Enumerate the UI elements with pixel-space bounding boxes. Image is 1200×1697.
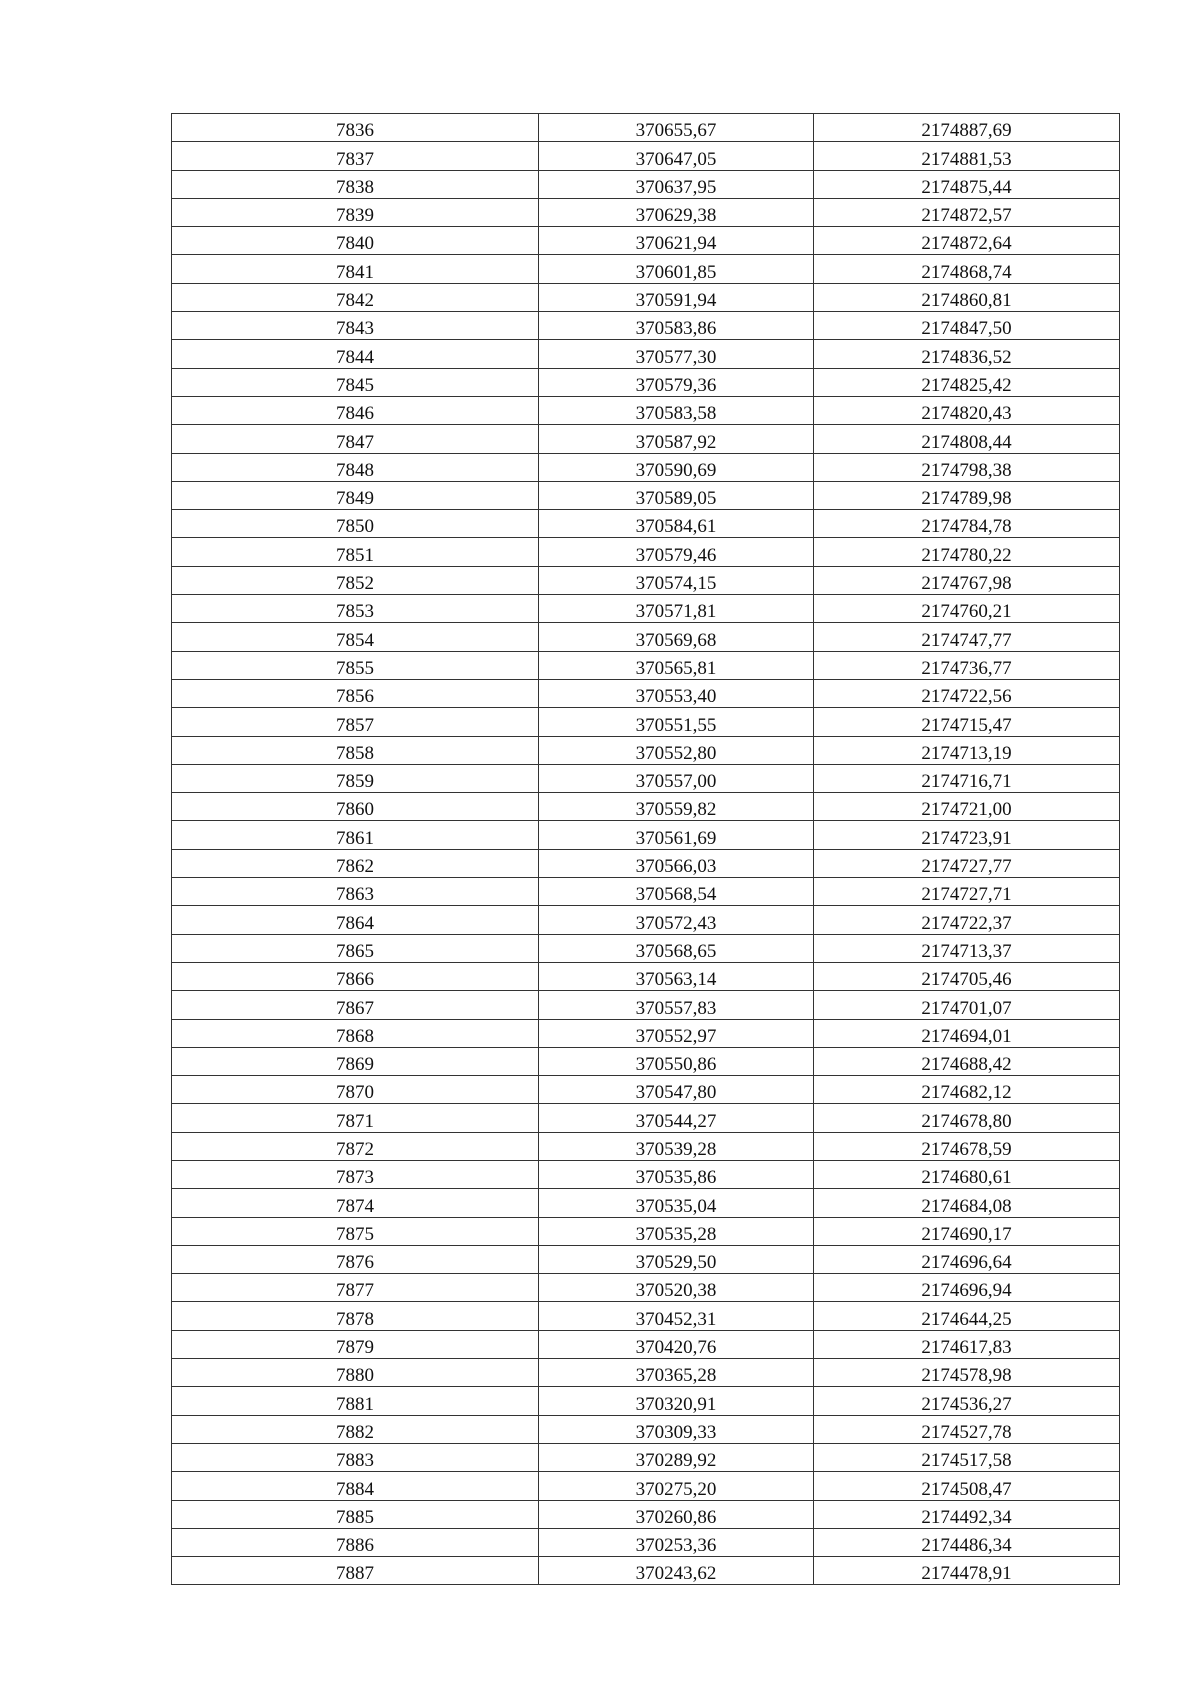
y-coordinate-cell: 2174508,47 xyxy=(814,1472,1120,1500)
table-row xyxy=(172,1076,1120,1104)
table-row xyxy=(172,736,1120,764)
coordinates-table-body xyxy=(172,114,1120,1585)
y-coordinate-cell: 2174723,91 xyxy=(814,821,1120,849)
y-coordinate-cell: 2174825,42 xyxy=(814,368,1120,396)
point-number-cell: 7855 xyxy=(172,651,539,679)
x-coordinate-cell: 370253,36 xyxy=(539,1528,814,1556)
x-coordinate-cell: 370309,33 xyxy=(539,1415,814,1443)
table-row xyxy=(172,1104,1120,1132)
table-row xyxy=(172,708,1120,736)
x-coordinate-cell: 370583,86 xyxy=(539,312,814,340)
y-coordinate-cell: 2174701,07 xyxy=(814,991,1120,1019)
table-row xyxy=(172,1359,1120,1387)
point-number-cell: 7879 xyxy=(172,1330,539,1358)
x-coordinate-cell: 370629,38 xyxy=(539,198,814,226)
point-number-cell: 7857 xyxy=(172,708,539,736)
point-number-cell: 7884 xyxy=(172,1472,539,1500)
x-coordinate-cell: 370571,81 xyxy=(539,595,814,623)
x-coordinate-cell: 370601,85 xyxy=(539,255,814,283)
y-coordinate-cell: 2174722,56 xyxy=(814,679,1120,707)
table-row xyxy=(172,340,1120,368)
point-number-cell: 7872 xyxy=(172,1132,539,1160)
x-coordinate-cell: 370591,94 xyxy=(539,283,814,311)
y-coordinate-cell: 2174887,69 xyxy=(814,114,1120,142)
x-coordinate-cell: 370320,91 xyxy=(539,1387,814,1415)
x-coordinate-cell: 370563,14 xyxy=(539,962,814,990)
point-number-cell: 7875 xyxy=(172,1217,539,1245)
table-row xyxy=(172,510,1120,538)
table-row xyxy=(172,1160,1120,1188)
point-number-cell: 7876 xyxy=(172,1245,539,1273)
point-number-cell: 7866 xyxy=(172,962,539,990)
point-number-cell: 7882 xyxy=(172,1415,539,1443)
x-coordinate-cell: 370243,62 xyxy=(539,1557,814,1585)
table-row xyxy=(172,623,1120,651)
table-row xyxy=(172,425,1120,453)
table-row xyxy=(172,679,1120,707)
x-coordinate-cell: 370574,15 xyxy=(539,566,814,594)
y-coordinate-cell: 2174860,81 xyxy=(814,283,1120,311)
point-number-cell: 7847 xyxy=(172,425,539,453)
x-coordinate-cell: 370572,43 xyxy=(539,906,814,934)
point-number-cell: 7860 xyxy=(172,793,539,821)
y-coordinate-cell: 2174716,71 xyxy=(814,764,1120,792)
y-coordinate-cell: 2174868,74 xyxy=(814,255,1120,283)
table-row xyxy=(172,368,1120,396)
x-coordinate-cell: 370655,67 xyxy=(539,114,814,142)
y-coordinate-cell: 2174536,27 xyxy=(814,1387,1120,1415)
x-coordinate-cell: 370583,58 xyxy=(539,396,814,424)
point-number-cell: 7880 xyxy=(172,1359,539,1387)
x-coordinate-cell: 370559,82 xyxy=(539,793,814,821)
table-row xyxy=(172,538,1120,566)
table-row xyxy=(172,1500,1120,1528)
y-coordinate-cell: 2174578,98 xyxy=(814,1359,1120,1387)
point-number-cell: 7852 xyxy=(172,566,539,594)
table-row xyxy=(172,764,1120,792)
table-row xyxy=(172,227,1120,255)
y-coordinate-cell: 2174736,77 xyxy=(814,651,1120,679)
table-row xyxy=(172,255,1120,283)
point-number-cell: 7865 xyxy=(172,934,539,962)
table-row xyxy=(172,962,1120,990)
x-coordinate-cell: 370452,31 xyxy=(539,1302,814,1330)
point-number-cell: 7859 xyxy=(172,764,539,792)
y-coordinate-cell: 2174644,25 xyxy=(814,1302,1120,1330)
y-coordinate-cell: 2174492,34 xyxy=(814,1500,1120,1528)
point-number-cell: 7842 xyxy=(172,283,539,311)
point-number-cell: 7885 xyxy=(172,1500,539,1528)
x-coordinate-cell: 370520,38 xyxy=(539,1274,814,1302)
y-coordinate-cell: 2174527,78 xyxy=(814,1415,1120,1443)
y-coordinate-cell: 2174680,61 xyxy=(814,1160,1120,1188)
y-coordinate-cell: 2174847,50 xyxy=(814,312,1120,340)
table-row xyxy=(172,1387,1120,1415)
point-number-cell: 7853 xyxy=(172,595,539,623)
point-number-cell: 7844 xyxy=(172,340,539,368)
y-coordinate-cell: 2174820,43 xyxy=(814,396,1120,424)
table-row xyxy=(172,114,1120,142)
y-coordinate-cell: 2174617,83 xyxy=(814,1330,1120,1358)
table-row xyxy=(172,198,1120,226)
y-coordinate-cell: 2174694,01 xyxy=(814,1019,1120,1047)
point-number-cell: 7837 xyxy=(172,142,539,170)
point-number-cell: 7862 xyxy=(172,849,539,877)
table-row xyxy=(172,1274,1120,1302)
point-number-cell: 7887 xyxy=(172,1557,539,1585)
x-coordinate-cell: 370637,95 xyxy=(539,170,814,198)
point-number-cell: 7836 xyxy=(172,114,539,142)
x-coordinate-cell: 370565,81 xyxy=(539,651,814,679)
y-coordinate-cell: 2174727,77 xyxy=(814,849,1120,877)
table-row xyxy=(172,651,1120,679)
table-row xyxy=(172,991,1120,1019)
table-row xyxy=(172,453,1120,481)
point-number-cell: 7870 xyxy=(172,1076,539,1104)
x-coordinate-cell: 370535,04 xyxy=(539,1189,814,1217)
x-coordinate-cell: 370647,05 xyxy=(539,142,814,170)
table-row xyxy=(172,1415,1120,1443)
coordinates-table xyxy=(171,113,1120,1585)
y-coordinate-cell: 2174784,78 xyxy=(814,510,1120,538)
y-coordinate-cell: 2174688,42 xyxy=(814,1047,1120,1075)
point-number-cell: 7846 xyxy=(172,396,539,424)
table-row xyxy=(172,793,1120,821)
point-number-cell: 7878 xyxy=(172,1302,539,1330)
x-coordinate-cell: 370589,05 xyxy=(539,481,814,509)
y-coordinate-cell: 2174721,00 xyxy=(814,793,1120,821)
table-row xyxy=(172,1189,1120,1217)
table-row xyxy=(172,934,1120,962)
x-coordinate-cell: 370590,69 xyxy=(539,453,814,481)
table-row xyxy=(172,481,1120,509)
x-coordinate-cell: 370289,92 xyxy=(539,1443,814,1471)
point-number-cell: 7871 xyxy=(172,1104,539,1132)
x-coordinate-cell: 370551,55 xyxy=(539,708,814,736)
point-number-cell: 7858 xyxy=(172,736,539,764)
x-coordinate-cell: 370550,86 xyxy=(539,1047,814,1075)
x-coordinate-cell: 370587,92 xyxy=(539,425,814,453)
table-row xyxy=(172,566,1120,594)
x-coordinate-cell: 370547,80 xyxy=(539,1076,814,1104)
point-number-cell: 7838 xyxy=(172,170,539,198)
x-coordinate-cell: 370568,65 xyxy=(539,934,814,962)
point-number-cell: 7843 xyxy=(172,312,539,340)
x-coordinate-cell: 370275,20 xyxy=(539,1472,814,1500)
table-row xyxy=(172,906,1120,934)
x-coordinate-cell: 370566,03 xyxy=(539,849,814,877)
x-coordinate-cell: 370584,61 xyxy=(539,510,814,538)
x-coordinate-cell: 370568,54 xyxy=(539,878,814,906)
x-coordinate-cell: 370569,68 xyxy=(539,623,814,651)
y-coordinate-cell: 2174478,91 xyxy=(814,1557,1120,1585)
y-coordinate-cell: 2174705,46 xyxy=(814,962,1120,990)
y-coordinate-cell: 2174678,59 xyxy=(814,1132,1120,1160)
table-row xyxy=(172,1472,1120,1500)
table-row xyxy=(172,1302,1120,1330)
table-row xyxy=(172,170,1120,198)
point-number-cell: 7864 xyxy=(172,906,539,934)
y-coordinate-cell: 2174789,98 xyxy=(814,481,1120,509)
y-coordinate-cell: 2174875,44 xyxy=(814,170,1120,198)
x-coordinate-cell: 370553,40 xyxy=(539,679,814,707)
point-number-cell: 7867 xyxy=(172,991,539,1019)
y-coordinate-cell: 2174713,37 xyxy=(814,934,1120,962)
point-number-cell: 7873 xyxy=(172,1160,539,1188)
y-coordinate-cell: 2174767,98 xyxy=(814,566,1120,594)
table-row xyxy=(172,396,1120,424)
y-coordinate-cell: 2174798,38 xyxy=(814,453,1120,481)
y-coordinate-cell: 2174678,80 xyxy=(814,1104,1120,1132)
y-coordinate-cell: 2174696,94 xyxy=(814,1274,1120,1302)
x-coordinate-cell: 370579,46 xyxy=(539,538,814,566)
y-coordinate-cell: 2174760,21 xyxy=(814,595,1120,623)
y-coordinate-cell: 2174684,08 xyxy=(814,1189,1120,1217)
y-coordinate-cell: 2174486,34 xyxy=(814,1528,1120,1556)
point-number-cell: 7845 xyxy=(172,368,539,396)
table-row xyxy=(172,1443,1120,1471)
point-number-cell: 7886 xyxy=(172,1528,539,1556)
table-row xyxy=(172,1245,1120,1273)
table-row xyxy=(172,1047,1120,1075)
table-row xyxy=(172,283,1120,311)
table-row xyxy=(172,595,1120,623)
y-coordinate-cell: 2174715,47 xyxy=(814,708,1120,736)
point-number-cell: 7863 xyxy=(172,878,539,906)
y-coordinate-cell: 2174747,77 xyxy=(814,623,1120,651)
point-number-cell: 7848 xyxy=(172,453,539,481)
y-coordinate-cell: 2174872,57 xyxy=(814,198,1120,226)
x-coordinate-cell: 370420,76 xyxy=(539,1330,814,1358)
y-coordinate-cell: 2174682,12 xyxy=(814,1076,1120,1104)
table-row xyxy=(172,878,1120,906)
x-coordinate-cell: 370621,94 xyxy=(539,227,814,255)
point-number-cell: 7841 xyxy=(172,255,539,283)
y-coordinate-cell: 2174696,64 xyxy=(814,1245,1120,1273)
point-number-cell: 7856 xyxy=(172,679,539,707)
point-number-cell: 7854 xyxy=(172,623,539,651)
table-row xyxy=(172,312,1120,340)
point-number-cell: 7851 xyxy=(172,538,539,566)
point-number-cell: 7874 xyxy=(172,1189,539,1217)
point-number-cell: 7869 xyxy=(172,1047,539,1075)
x-coordinate-cell: 370260,86 xyxy=(539,1500,814,1528)
x-coordinate-cell: 370579,36 xyxy=(539,368,814,396)
table-row xyxy=(172,1217,1120,1245)
y-coordinate-cell: 2174727,71 xyxy=(814,878,1120,906)
y-coordinate-cell: 2174780,22 xyxy=(814,538,1120,566)
point-number-cell: 7839 xyxy=(172,198,539,226)
point-number-cell: 7868 xyxy=(172,1019,539,1047)
y-coordinate-cell: 2174722,37 xyxy=(814,906,1120,934)
x-coordinate-cell: 370557,00 xyxy=(539,764,814,792)
table-row xyxy=(172,849,1120,877)
x-coordinate-cell: 370535,86 xyxy=(539,1160,814,1188)
table-row xyxy=(172,1528,1120,1556)
y-coordinate-cell: 2174836,52 xyxy=(814,340,1120,368)
table-row xyxy=(172,821,1120,849)
x-coordinate-cell: 370577,30 xyxy=(539,340,814,368)
table-row xyxy=(172,1019,1120,1047)
table-row xyxy=(172,142,1120,170)
point-number-cell: 7861 xyxy=(172,821,539,849)
y-coordinate-cell: 2174517,58 xyxy=(814,1443,1120,1471)
table-row xyxy=(172,1330,1120,1358)
point-number-cell: 7850 xyxy=(172,510,539,538)
x-coordinate-cell: 370544,27 xyxy=(539,1104,814,1132)
y-coordinate-cell: 2174690,17 xyxy=(814,1217,1120,1245)
x-coordinate-cell: 370552,80 xyxy=(539,736,814,764)
x-coordinate-cell: 370552,97 xyxy=(539,1019,814,1047)
y-coordinate-cell: 2174808,44 xyxy=(814,425,1120,453)
table-row xyxy=(172,1132,1120,1160)
x-coordinate-cell: 370535,28 xyxy=(539,1217,814,1245)
point-number-cell: 7877 xyxy=(172,1274,539,1302)
x-coordinate-cell: 370539,28 xyxy=(539,1132,814,1160)
x-coordinate-cell: 370529,50 xyxy=(539,1245,814,1273)
x-coordinate-cell: 370561,69 xyxy=(539,821,814,849)
y-coordinate-cell: 2174881,53 xyxy=(814,142,1120,170)
point-number-cell: 7849 xyxy=(172,481,539,509)
y-coordinate-cell: 2174872,64 xyxy=(814,227,1120,255)
point-number-cell: 7883 xyxy=(172,1443,539,1471)
x-coordinate-cell: 370557,83 xyxy=(539,991,814,1019)
point-number-cell: 7881 xyxy=(172,1387,539,1415)
point-number-cell: 7840 xyxy=(172,227,539,255)
table-row xyxy=(172,1557,1120,1585)
y-coordinate-cell: 2174713,19 xyxy=(814,736,1120,764)
x-coordinate-cell: 370365,28 xyxy=(539,1359,814,1387)
